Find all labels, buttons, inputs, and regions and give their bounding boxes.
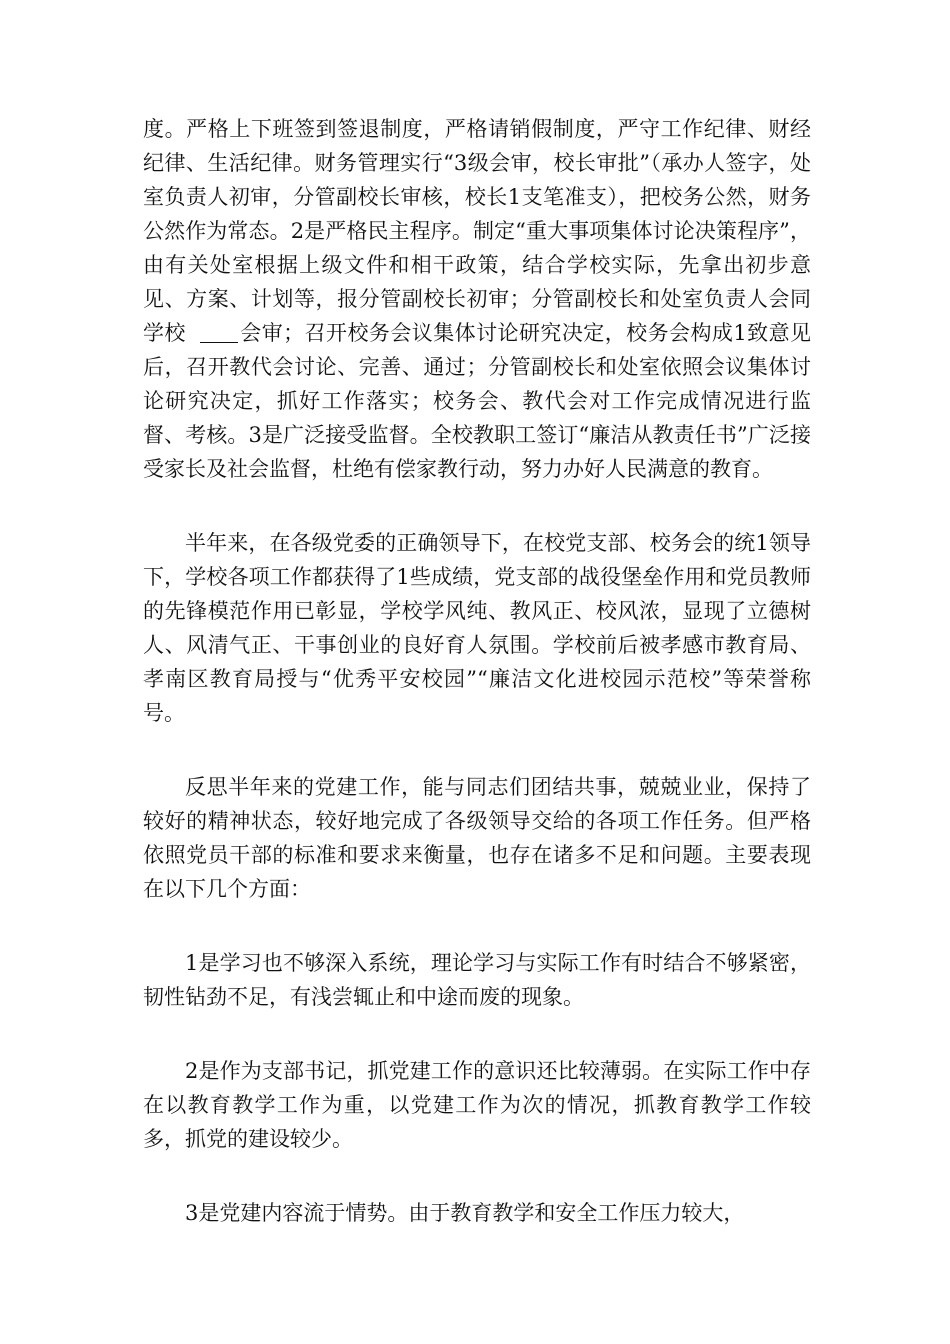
paragraph-text: 度。严格上下班签到签退制度，严格请销假制度，严守工作纪律、财经纪律、生活纪律。财务管理实行“3级会审，校长审批”（承办人签字，处室负责人初审，分管副校长审核，校长1支笔准支），把校务公然，财务公然作为常态。2是严格民主程序。制定“重大事项集体讨论决策程序”，由有关处室根据上级文件和相干政策，结合学校实际，先拿出初步意见、方案、计划等，报分管副校长初审；分管副校长和处室负责人会同学校 xyxy=(143,117,811,345)
paragraph-achievements xyxy=(143,526,811,730)
paragraph-text: 半年来，在各级党委的正确领导下，在校党支部、校务会的统1领导下，学校各项工作都获得了1些成绩，党支部的战役堡垒作用和党员教师的先锋模范作用已彰显，学校学风纯、教风正、校风浓，显现了立德树人、风清气正、干事创业的良好育人氛围。学校前后被孝感市教育局、孝南区教育局授与“优秀平安校园”“廉洁文化进校园示范校”等荣誉称号。 xyxy=(143,531,811,725)
paragraph-issue-1 xyxy=(143,946,811,1014)
paragraph-text: 3是党建内容流于情势。由于教育教学和安全工作压力较大， xyxy=(185,1201,745,1225)
paragraph-text: 反思半年来的党建工作，能与同志们团结共事，兢兢业业，保持了较好的精神状态，较好地完成了各级领导交给的各项工作任务。但严格依照党员干部的标准和要求来衡量，也存在诸多不足和问题。主要表现在以下几个方面： xyxy=(143,775,811,901)
paragraph-discipline-and-procedure xyxy=(143,112,811,486)
paragraph-issue-3 xyxy=(143,1196,811,1230)
paragraph-text: 2是作为支部书记，抓党建工作的意识还比较薄弱。在实际工作中存在以教育教学工作为重，以党建工作为次的情况，抓教育教学工作较多，抓党的建设较少。 xyxy=(143,1059,811,1151)
paragraph-reflection xyxy=(143,770,811,906)
paragraph-text: 会审；召开校务会议集体讨论研究决定，校务会构成1致意见后，召开教代会讨论、完善、通过；分管副校长和处室依照会议集体讨论研究决定，抓好工作落实；校务会、教代会对工作完成情况进行监督、考核。3是广泛接受监督。全校教职工签订“廉洁从教责任书”广泛接受家长及社会监督，杜绝有偿家教行动，努力办好人民满意的教育。 xyxy=(143,321,812,481)
paragraph-issue-2 xyxy=(143,1054,811,1156)
fill-in-blank xyxy=(200,321,238,343)
paragraph-text: 1是学习也不够深入系统，理论学习与实际工作有时结合不够紧密，韧性钻劲不足，有浅尝辄止和中途而废的现象。 xyxy=(143,951,811,1009)
document-body xyxy=(143,112,811,1270)
